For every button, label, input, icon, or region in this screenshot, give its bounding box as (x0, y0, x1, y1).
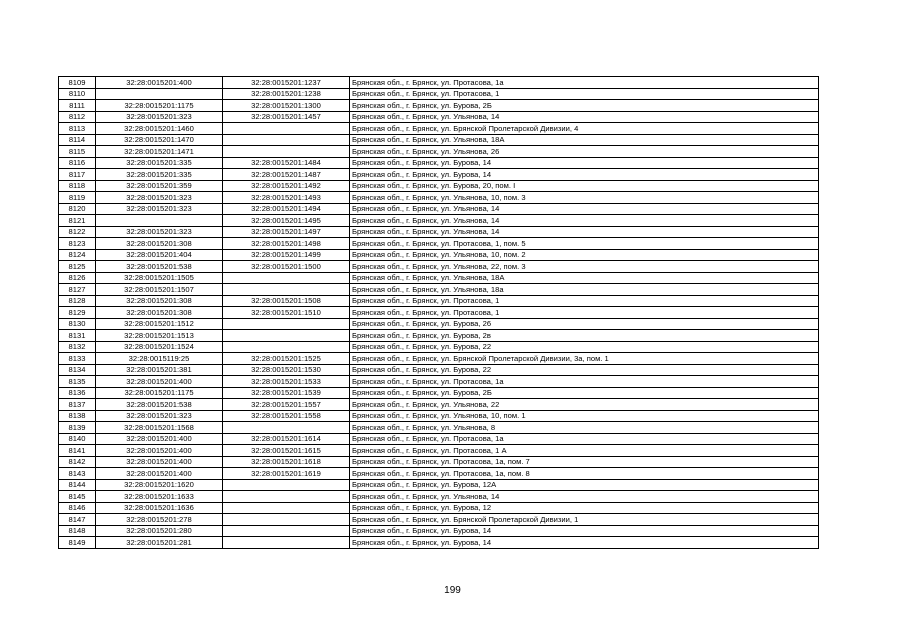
parcel-cadastral-cell: 32:28:0015201:359 (96, 180, 223, 192)
parcel-cadastral-cell: 32:28:0015201:1524 (96, 341, 223, 353)
object-cadastral-cell: 32:28:0015201:1615 (223, 445, 350, 457)
table-row (59, 445, 819, 457)
table-row (59, 123, 819, 135)
object-cadastral-cell (223, 123, 350, 135)
row-number-cell: 8139 (59, 422, 96, 434)
row-number-cell: 8137 (59, 399, 96, 411)
object-cadastral-cell: 32:28:0015201:1492 (223, 180, 350, 192)
object-cadastral-cell: 32:28:0015201:1494 (223, 203, 350, 215)
parcel-cadastral-cell: 32:28:0015201:308 (96, 295, 223, 307)
object-cadastral-cell (223, 525, 350, 537)
table-row (59, 468, 819, 480)
table-row (59, 111, 819, 123)
table-row (59, 100, 819, 112)
row-number-cell: 8138 (59, 410, 96, 422)
row-number-cell: 8129 (59, 307, 96, 319)
parcel-cadastral-cell: 32:28:0015119:25 (96, 353, 223, 365)
row-number-cell: 8127 (59, 284, 96, 296)
parcel-cadastral-cell: 32:28:0015201:323 (96, 111, 223, 123)
cadastral-table (58, 76, 819, 549)
object-cadastral-cell (223, 491, 350, 503)
table-row (59, 318, 819, 330)
table-row (59, 399, 819, 411)
table-row (59, 226, 819, 238)
parcel-cadastral-cell: 32:28:0015201:278 (96, 514, 223, 526)
object-cadastral-cell: 32:28:0015201:1619 (223, 468, 350, 480)
table-row (59, 433, 819, 445)
table-row (59, 387, 819, 399)
row-number-cell: 8117 (59, 169, 96, 181)
table-row (59, 284, 819, 296)
parcel-cadastral-cell: 32:28:0015201:381 (96, 364, 223, 376)
row-number-cell: 8119 (59, 192, 96, 204)
row-number-cell: 8131 (59, 330, 96, 342)
table-row (59, 192, 819, 204)
parcel-cadastral-cell: 32:28:0015201:1513 (96, 330, 223, 342)
address-cell: Брянская обл., г. Брянск, ул. Протасова, 1а, пом. 7 (350, 456, 819, 468)
parcel-cadastral-cell: 32:28:0015201:335 (96, 169, 223, 181)
row-number-cell: 8145 (59, 491, 96, 503)
object-cadastral-cell: 32:28:0015201:1539 (223, 387, 350, 399)
address-cell: Брянская обл., г. Брянск, ул. Протасова, 1, пом. 5 (350, 238, 819, 250)
address-cell: Брянская обл., г. Брянск, ул. Ульянова, 10, пом. 3 (350, 192, 819, 204)
row-number-cell: 8124 (59, 249, 96, 261)
object-cadastral-cell: 32:28:0015201:1300 (223, 100, 350, 112)
address-cell: Брянская обл., г. Брянск, ул. Протасова, 1а (350, 433, 819, 445)
address-cell: Брянская обл., г. Брянск, ул. Ульянова, 18А (350, 272, 819, 284)
row-number-cell: 8126 (59, 272, 96, 284)
row-number-cell: 8141 (59, 445, 96, 457)
row-number-cell: 8146 (59, 502, 96, 514)
table-row (59, 422, 819, 434)
address-cell: Брянская обл., г. Брянск, ул. Протасова, 1 (350, 88, 819, 100)
table-row (59, 180, 819, 192)
address-cell: Брянская обл., г. Брянск, ул. Бурова, 14 (350, 157, 819, 169)
address-cell: Брянская обл., г. Брянск, ул. Ульянова, 22 (350, 399, 819, 411)
row-number-cell: 8109 (59, 77, 96, 89)
object-cadastral-cell: 32:28:0015201:1533 (223, 376, 350, 388)
row-number-cell: 8128 (59, 295, 96, 307)
parcel-cadastral-cell: 32:28:0015201:400 (96, 433, 223, 445)
row-number-cell: 8136 (59, 387, 96, 399)
table-row (59, 203, 819, 215)
address-cell: Брянская обл., г. Брянск, ул. Бурова, 14 (350, 537, 819, 549)
parcel-cadastral-cell: 32:28:0015201:1507 (96, 284, 223, 296)
table-body (59, 77, 819, 549)
parcel-cadastral-cell: 32:28:0015201:323 (96, 410, 223, 422)
address-cell: Брянская обл., г. Брянск, ул. Ульянова, 14 (350, 215, 819, 227)
parcel-cadastral-cell: 32:28:0015201:1620 (96, 479, 223, 491)
table-row (59, 88, 819, 100)
row-number-cell: 8121 (59, 215, 96, 227)
object-cadastral-cell: 32:28:0015201:1499 (223, 249, 350, 261)
address-cell: Брянская обл., г. Брянск, ул. Протасова, 1а (350, 376, 819, 388)
address-cell: Брянская обл., г. Брянск, ул. Брянской Пролетарской Дивизии, 4 (350, 123, 819, 135)
table-row (59, 134, 819, 146)
parcel-cadastral-cell: 32:28:0015201:1460 (96, 123, 223, 135)
table-row (59, 146, 819, 158)
row-number-cell: 8130 (59, 318, 96, 330)
object-cadastral-cell (223, 502, 350, 514)
address-cell: Брянская обл., г. Брянск, ул. Бурова, 22 (350, 341, 819, 353)
row-number-cell: 8118 (59, 180, 96, 192)
object-cadastral-cell: 32:28:0015201:1495 (223, 215, 350, 227)
address-cell: Брянская обл., г. Брянск, ул. Бурова, 26 (350, 318, 819, 330)
object-cadastral-cell (223, 330, 350, 342)
object-cadastral-cell: 32:28:0015201:1618 (223, 456, 350, 468)
row-number-cell: 8133 (59, 353, 96, 365)
row-number-cell: 8112 (59, 111, 96, 123)
row-number-cell: 8148 (59, 525, 96, 537)
row-number-cell: 8147 (59, 514, 96, 526)
parcel-cadastral-cell: 32:28:0015201:323 (96, 192, 223, 204)
parcel-cadastral-cell: 32:28:0015201:323 (96, 226, 223, 238)
object-cadastral-cell: 32:28:0015201:1508 (223, 295, 350, 307)
parcel-cadastral-cell (96, 88, 223, 100)
object-cadastral-cell (223, 284, 350, 296)
parcel-cadastral-cell: 32:28:0015201:1505 (96, 272, 223, 284)
row-number-cell: 8134 (59, 364, 96, 376)
parcel-cadastral-cell: 32:28:0015201:1633 (96, 491, 223, 503)
address-cell: Брянская обл., г. Брянск, ул. Бурова, 22 (350, 364, 819, 376)
object-cadastral-cell: 32:28:0015201:1500 (223, 261, 350, 273)
table-row (59, 330, 819, 342)
table-row (59, 537, 819, 549)
parcel-cadastral-cell: 32:28:0015201:1512 (96, 318, 223, 330)
address-cell: Брянская обл., г. Брянск, ул. Бурова, 2Б (350, 387, 819, 399)
row-number-cell: 8132 (59, 341, 96, 353)
address-cell: Брянская обл., г. Брянск, ул. Бурова, 14 (350, 525, 819, 537)
parcel-cadastral-cell: 32:28:0015201:1471 (96, 146, 223, 158)
parcel-cadastral-cell: 32:28:0015201:400 (96, 376, 223, 388)
object-cadastral-cell (223, 146, 350, 158)
row-number-cell: 8122 (59, 226, 96, 238)
parcel-cadastral-cell: 32:28:0015201:400 (96, 445, 223, 457)
table-row (59, 353, 819, 365)
address-cell: Брянская обл., г. Брянск, ул. Ульянова, 26 (350, 146, 819, 158)
address-cell: Брянская обл., г. Брянск, ул. Протасова, 1 А (350, 445, 819, 457)
object-cadastral-cell (223, 341, 350, 353)
row-number-cell: 8135 (59, 376, 96, 388)
row-number-cell: 8115 (59, 146, 96, 158)
table-row (59, 77, 819, 89)
object-cadastral-cell: 32:28:0015201:1497 (223, 226, 350, 238)
table-row (59, 341, 819, 353)
table-row (59, 525, 819, 537)
object-cadastral-cell (223, 318, 350, 330)
object-cadastral-cell (223, 422, 350, 434)
address-cell: Брянская обл., г. Брянск, ул. Ульянова, 14 (350, 491, 819, 503)
parcel-cadastral-cell: 32:28:0015201:1470 (96, 134, 223, 146)
object-cadastral-cell: 32:28:0015201:1557 (223, 399, 350, 411)
row-number-cell: 8125 (59, 261, 96, 273)
address-cell: Брянская обл., г. Брянск, ул. Протасова, 1 (350, 307, 819, 319)
row-number-cell: 8149 (59, 537, 96, 549)
address-cell: Брянская обл., г. Брянск, ул. Ульянова, 14 (350, 203, 819, 215)
table-row (59, 479, 819, 491)
parcel-cadastral-cell: 32:28:0015201:308 (96, 238, 223, 250)
row-number-cell: 8142 (59, 456, 96, 468)
row-number-cell: 8143 (59, 468, 96, 480)
object-cadastral-cell (223, 537, 350, 549)
address-cell: Брянская обл., г. Брянск, ул. Ульянова, 18а (350, 284, 819, 296)
parcel-cadastral-cell: 32:28:0015201:308 (96, 307, 223, 319)
row-number-cell: 8120 (59, 203, 96, 215)
row-number-cell: 8116 (59, 157, 96, 169)
table-row (59, 215, 819, 227)
table-row (59, 169, 819, 181)
object-cadastral-cell: 32:28:0015201:1487 (223, 169, 350, 181)
table-row (59, 376, 819, 388)
parcel-cadastral-cell: 32:28:0015201:323 (96, 203, 223, 215)
parcel-cadastral-cell: 32:28:0015201:335 (96, 157, 223, 169)
parcel-cadastral-cell: 32:28:0015201:400 (96, 468, 223, 480)
parcel-cadastral-cell: 32:28:0015201:538 (96, 261, 223, 273)
address-cell: Брянская обл., г. Брянск, ул. Протасова, 1 (350, 295, 819, 307)
address-cell: Брянская обл., г. Брянск, ул. Бурова, 20, пом. I (350, 180, 819, 192)
table-row (59, 295, 819, 307)
table-row (59, 456, 819, 468)
object-cadastral-cell: 32:28:0015201:1237 (223, 77, 350, 89)
object-cadastral-cell: 32:28:0015201:1614 (223, 433, 350, 445)
table-row (59, 238, 819, 250)
address-cell: Брянская обл., г. Брянск, ул. Протасова, 1а (350, 77, 819, 89)
address-cell: Брянская обл., г. Брянск, ул. Ульянова, 10, пом. 1 (350, 410, 819, 422)
row-number-cell: 8144 (59, 479, 96, 491)
object-cadastral-cell (223, 272, 350, 284)
table-row (59, 261, 819, 273)
table-row (59, 307, 819, 319)
object-cadastral-cell: 32:28:0015201:1510 (223, 307, 350, 319)
object-cadastral-cell (223, 134, 350, 146)
address-cell: Брянская обл., г. Брянск, ул. Бурова, 12 (350, 502, 819, 514)
parcel-cadastral-cell: 32:28:0015201:538 (96, 399, 223, 411)
row-number-cell: 8123 (59, 238, 96, 250)
address-cell: Брянская обл., г. Брянск, ул. Ульянова, 8 (350, 422, 819, 434)
row-number-cell: 8113 (59, 123, 96, 135)
parcel-cadastral-cell: 32:28:0015201:400 (96, 456, 223, 468)
table-row (59, 514, 819, 526)
address-cell: Брянская обл., г. Брянск, ул. Бурова, 2в (350, 330, 819, 342)
table-row (59, 272, 819, 284)
table-row (59, 364, 819, 376)
parcel-cadastral-cell (96, 215, 223, 227)
parcel-cadastral-cell: 32:28:0015201:400 (96, 77, 223, 89)
address-cell: Брянская обл., г. Брянск, ул. Ульянова, 14 (350, 226, 819, 238)
address-cell: Брянская обл., г. Брянск, ул. Ульянова, 14 (350, 111, 819, 123)
object-cadastral-cell (223, 479, 350, 491)
address-cell: Брянская обл., г. Брянск, ул. Ульянова, 22, пом. 3 (350, 261, 819, 273)
page-number: 199 (444, 585, 461, 596)
address-cell: Брянская обл., г. Брянск, ул. Бурова, 2Б (350, 100, 819, 112)
address-cell: Брянская обл., г. Брянск, ул. Протасова, 1а, пом. 8 (350, 468, 819, 480)
row-number-cell: 8140 (59, 433, 96, 445)
address-cell: Брянская обл., г. Брянск, ул. Бурова, 14 (350, 169, 819, 181)
address-cell: Брянская обл., г. Брянск, ул. Ульянова, 10, пом. 2 (350, 249, 819, 261)
object-cadastral-cell: 32:28:0015201:1530 (223, 364, 350, 376)
parcel-cadastral-cell: 32:28:0015201:281 (96, 537, 223, 549)
object-cadastral-cell: 32:28:0015201:1525 (223, 353, 350, 365)
parcel-cadastral-cell: 32:28:0015201:1175 (96, 100, 223, 112)
object-cadastral-cell (223, 514, 350, 526)
table-row (59, 249, 819, 261)
parcel-cadastral-cell: 32:28:0015201:1568 (96, 422, 223, 434)
row-number-cell: 8111 (59, 100, 96, 112)
address-cell: Брянская обл., г. Брянск, ул. Брянской Пролетарской Дивизии, 3а, пом. 1 (350, 353, 819, 365)
address-cell: Брянская обл., г. Брянск, ул. Брянской Пролетарской Дивизии, 1 (350, 514, 819, 526)
parcel-cadastral-cell: 32:28:0015201:404 (96, 249, 223, 261)
table-row (59, 410, 819, 422)
row-number-cell: 8110 (59, 88, 96, 100)
object-cadastral-cell: 32:28:0015201:1484 (223, 157, 350, 169)
object-cadastral-cell: 32:28:0015201:1238 (223, 88, 350, 100)
address-cell: Брянская обл., г. Брянск, ул. Ульянова, 18А (350, 134, 819, 146)
table-row (59, 157, 819, 169)
row-number-cell: 8114 (59, 134, 96, 146)
table-row (59, 491, 819, 503)
parcel-cadastral-cell: 32:28:0015201:280 (96, 525, 223, 537)
object-cadastral-cell: 32:28:0015201:1493 (223, 192, 350, 204)
parcel-cadastral-cell: 32:28:0015201:1636 (96, 502, 223, 514)
table-row (59, 502, 819, 514)
object-cadastral-cell: 32:28:0015201:1498 (223, 238, 350, 250)
address-cell: Брянская обл., г. Брянск, ул. Бурова, 12А (350, 479, 819, 491)
object-cadastral-cell: 32:28:0015201:1457 (223, 111, 350, 123)
parcel-cadastral-cell: 32:28:0015201:1175 (96, 387, 223, 399)
object-cadastral-cell: 32:28:0015201:1558 (223, 410, 350, 422)
